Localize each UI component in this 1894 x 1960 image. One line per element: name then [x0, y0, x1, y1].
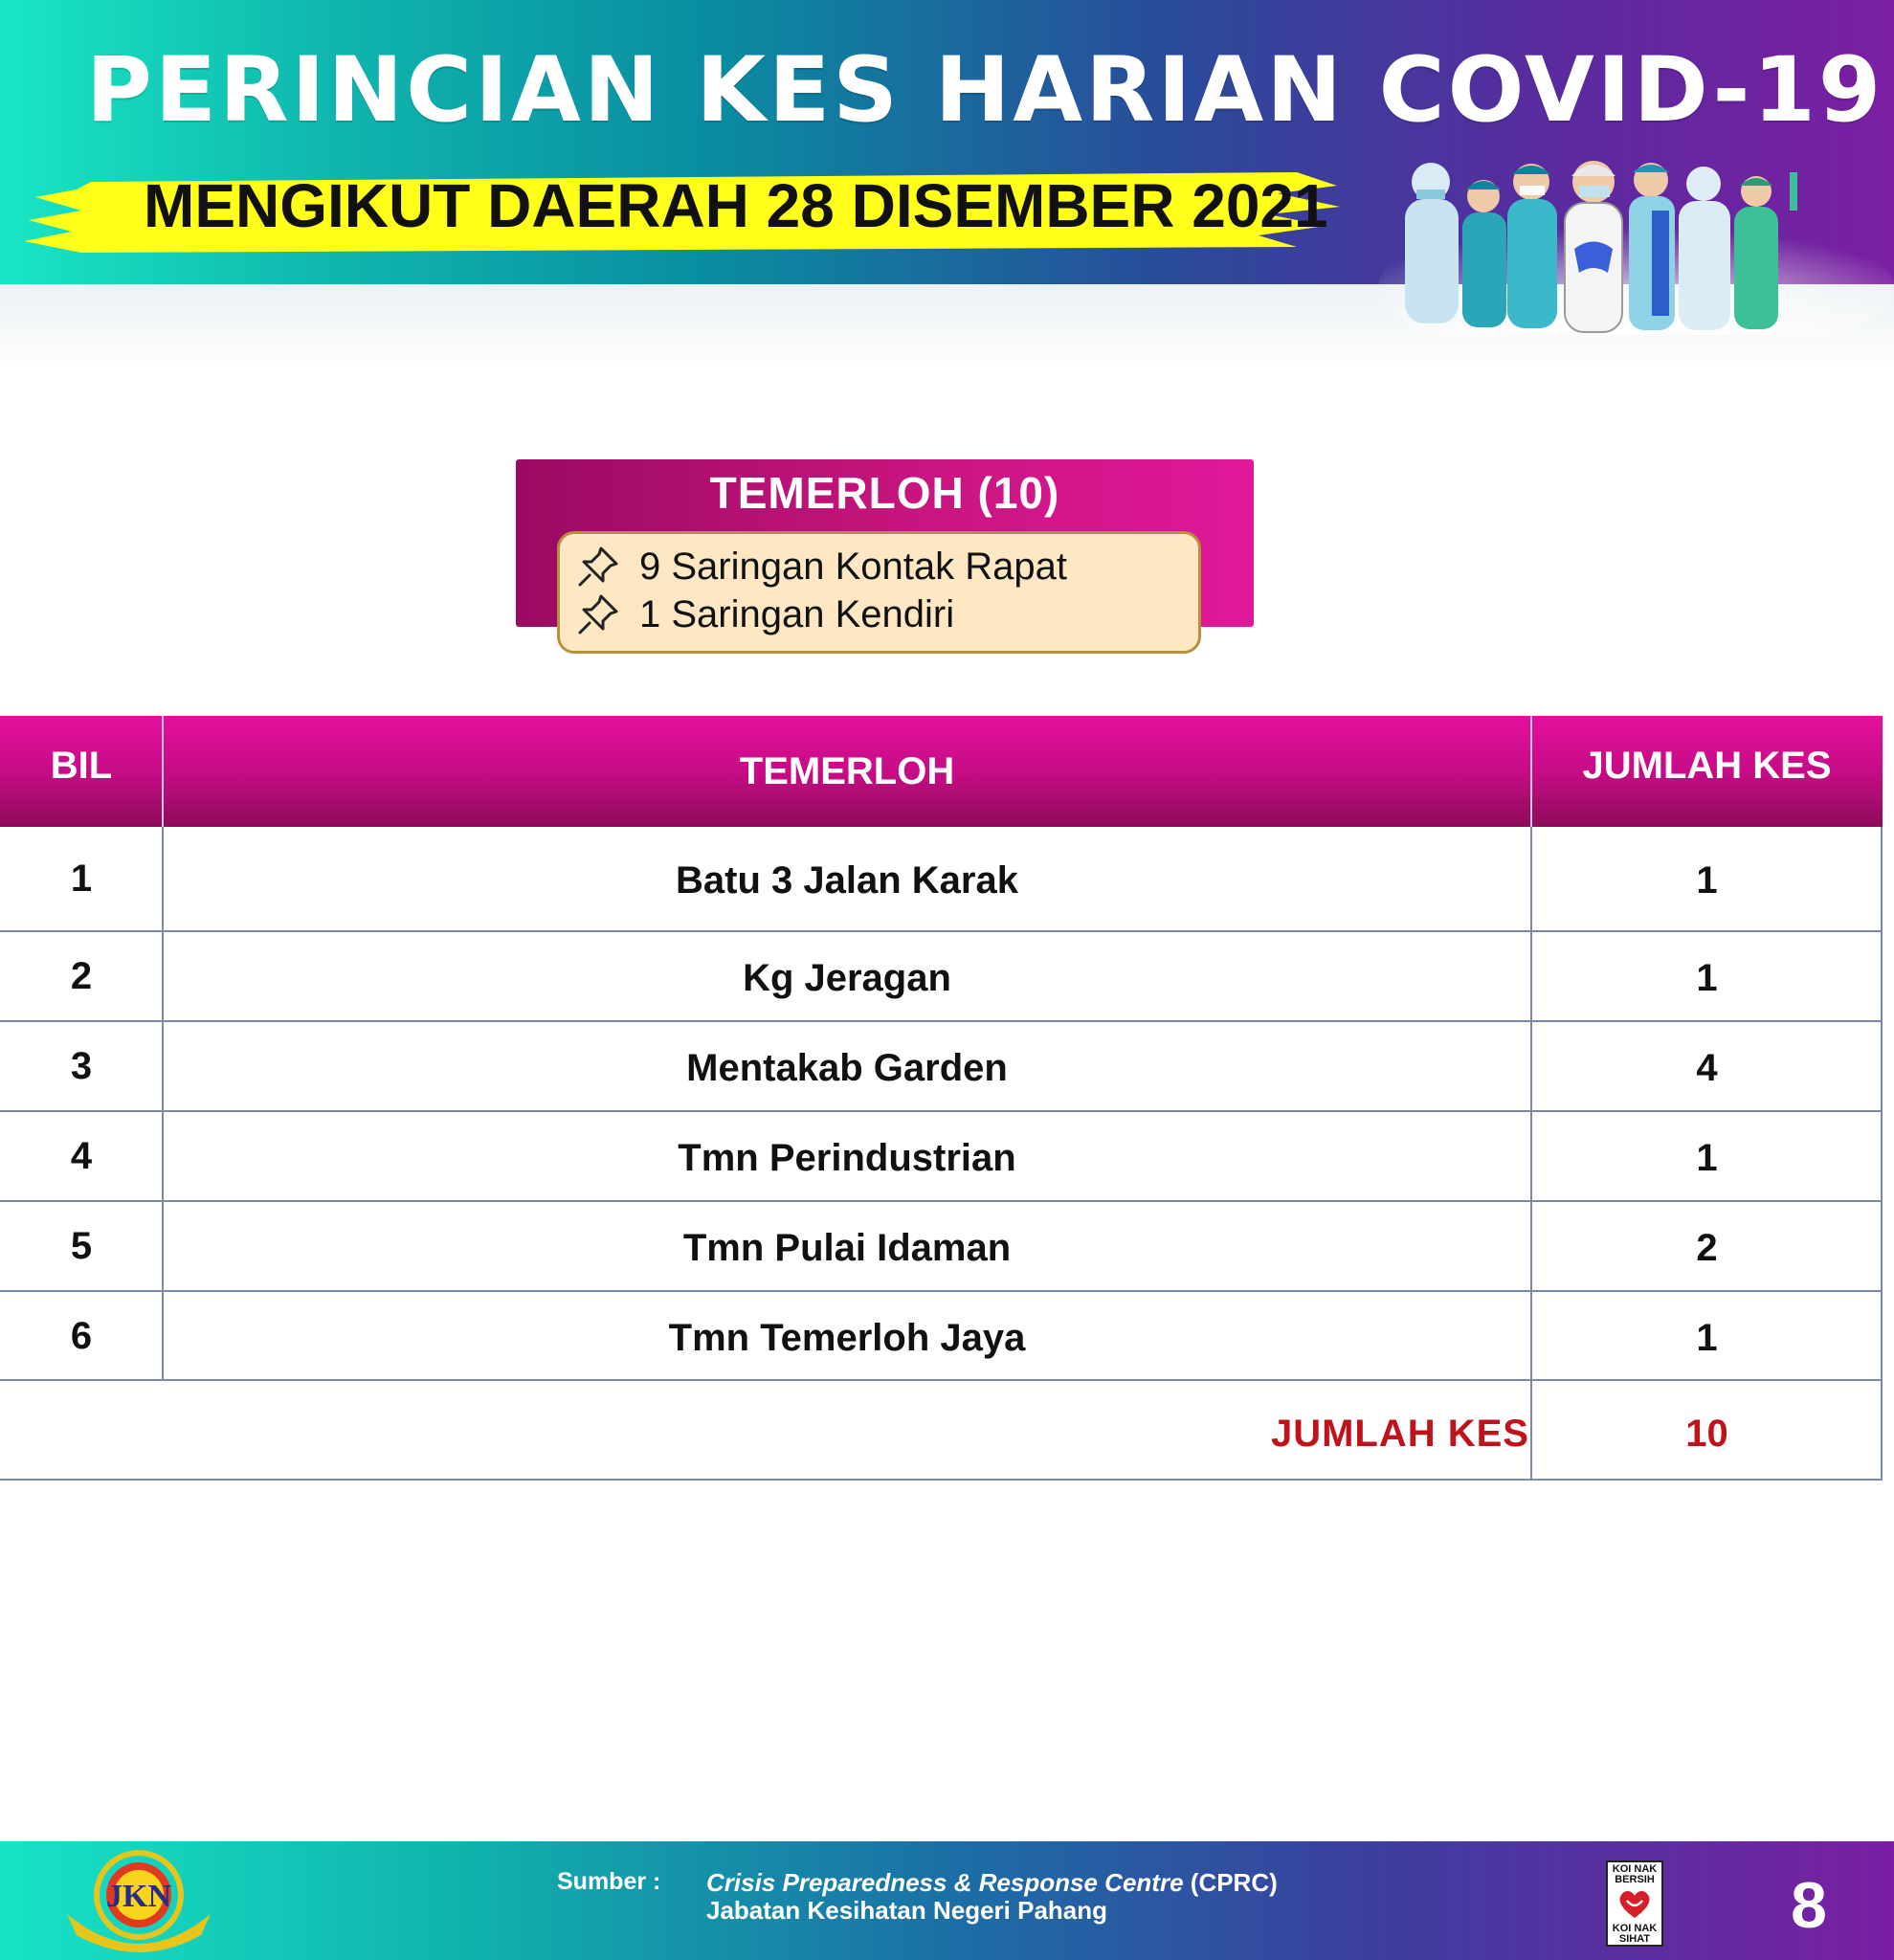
page-title: PERINCIAN KES HARIAN COVID-19 [86, 38, 1884, 143]
summary-item [576, 590, 954, 638]
row-divider [0, 1020, 1883, 1022]
column-header-bil: BIL [50, 745, 113, 787]
row-area: Tmn Pulai Idaman [682, 1227, 1012, 1269]
row-cases: 1 [1696, 1317, 1718, 1359]
pushpin-icon [576, 545, 620, 589]
row-area: Kg Jeragan [743, 957, 951, 999]
row-number: 2 [70, 955, 93, 997]
badge-bottom-text: KOI NAK SIHAT [1612, 1923, 1658, 1945]
row-area: Tmn Temerloh Jaya [668, 1317, 1026, 1359]
row-area: Tmn Perindustrian [678, 1137, 1016, 1179]
source-line-2: Jabatan Kesihatan Negeri Pahang [706, 1896, 1108, 1925]
column-header-cases: JUMLAH KES [1582, 745, 1832, 787]
table-bottom-border [0, 1479, 1883, 1481]
column-divider [162, 827, 164, 1381]
source-org: Crisis Preparedness & Response Centre [706, 1868, 1184, 1897]
row-divider [0, 1379, 1883, 1381]
row-number: 3 [70, 1045, 93, 1087]
jkn-logo [57, 1847, 220, 1954]
summary-title: TEMERLOH (10) [709, 468, 1060, 518]
badge-top-text: KOI NAK BERSIH [1612, 1863, 1658, 1885]
row-cases: 1 [1696, 1137, 1718, 1179]
source-label: Sumber : [557, 1868, 661, 1895]
row-number: 4 [70, 1135, 93, 1177]
summary-item-text: 1 Saringan Kendiri [639, 592, 955, 635]
healthcare-workers-illustration [1378, 144, 1894, 335]
total-label: JUMLAH KES [1270, 1413, 1529, 1455]
page-number: 8 [1791, 1869, 1827, 1942]
summary-item [576, 543, 1067, 590]
source-line-1 [706, 1868, 1278, 1898]
column-header-area: TEMERLOH [739, 750, 955, 792]
row-cases: 1 [1696, 859, 1718, 902]
row-area: Batu 3 Jalan Karak [676, 859, 1018, 902]
row-cases: 4 [1696, 1047, 1718, 1089]
pushpin-icon [576, 592, 620, 636]
row-divider [0, 930, 1883, 932]
row-divider [0, 1200, 1883, 1202]
row-cases: 2 [1696, 1227, 1718, 1269]
total-value: 10 [1685, 1413, 1728, 1455]
row-number: 5 [70, 1225, 93, 1267]
page-subtitle: MENGIKUT DAERAH 28 DISEMBER 2021 [144, 171, 1328, 240]
summary-item-text: 9 Saringan Kontak Rapat [639, 545, 1067, 588]
source-org-abbr: (CPRC) [1190, 1868, 1278, 1897]
logo-text: JKN [106, 1879, 171, 1914]
row-divider [0, 1290, 1883, 1292]
row-number: 1 [70, 858, 93, 900]
row-cases: 1 [1696, 957, 1718, 999]
row-number: 6 [70, 1315, 93, 1357]
row-divider [0, 1110, 1883, 1112]
row-area: Mentakab Garden [686, 1047, 1008, 1089]
heart-icon [1617, 1887, 1652, 1920]
